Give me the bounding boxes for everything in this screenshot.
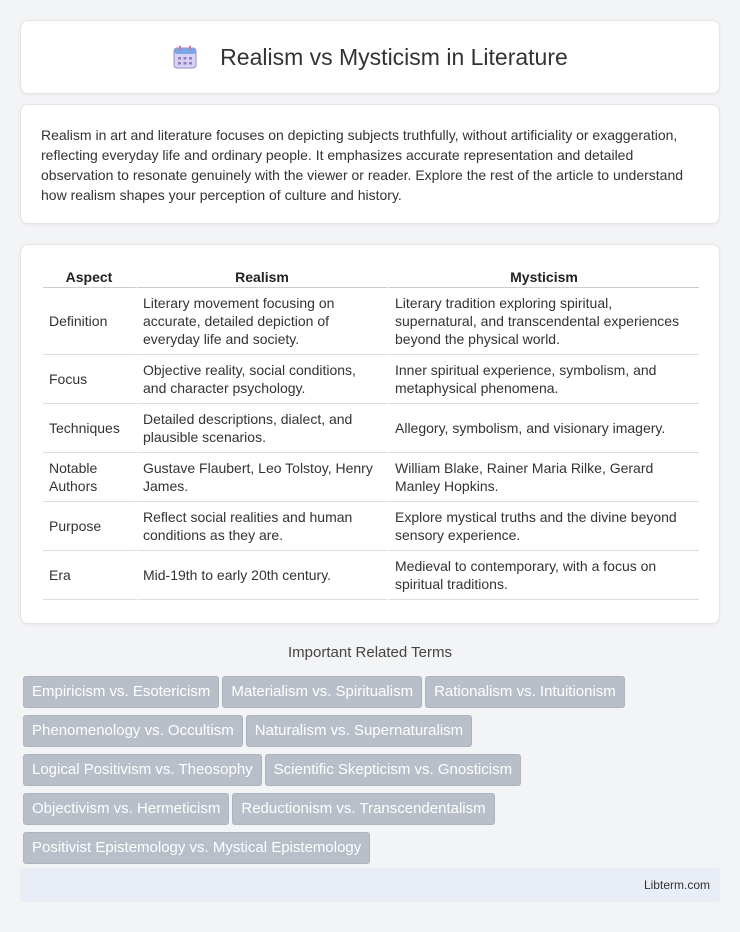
cell-realism: Literary movement focusing on accurate, detailed depiction of everyday life and society. [137,288,389,355]
related-terms-title: Important Related Terms [288,644,452,661]
cell-mysticism: William Blake, Rainer Maria Rilke, Gerard Manley Hopkins. [389,453,699,502]
related-term-tag[interactable]: Objectivism vs. Hermeticism [23,793,229,825]
related-term-tag[interactable]: Rationalism vs. Intuitionism [425,676,625,708]
header-aspect: Aspect [43,265,137,288]
cell-mysticism: Literary tradition exploring spiritual, supernatural, and transcendental experiences beyond the physical world. [389,288,699,355]
cell-mysticism: Inner spiritual experience, symbolism, and metaphysical phenomena. [389,355,699,404]
footer-site-link[interactable]: Libterm.com [643,878,710,892]
table-row [43,404,699,453]
table-header-row [43,265,699,288]
related-term-tag[interactable]: Reductionism vs. Transcendentalism [232,793,494,825]
cell-realism: Detailed descriptions, dialect, and plausible scenarios. [137,404,389,453]
cell-realism: Mid-19th to early 20th century. [137,551,389,600]
related-term-tag[interactable]: Positivist Epistemology vs. Mystical Epistemology [23,832,370,864]
page-title: Realism vs Mysticism in Literature [220,43,568,70]
table-row [43,502,699,551]
related-term-tag[interactable]: Empiricism vs. Esotericism [23,676,219,708]
related-term-tag[interactable]: Materialism vs. Spiritualism [222,676,422,708]
cell-aspect: Era [43,551,137,600]
cell-aspect: Purpose [43,502,137,551]
cell-aspect: Notable Authors [43,453,137,502]
related-terms-list [23,676,723,871]
header-card [20,20,720,94]
calendar-icon [172,44,198,70]
table-row [43,453,699,502]
related-term-tag[interactable]: Naturalism vs. Supernaturalism [246,715,472,747]
cell-mysticism: Explore mystical truths and the divine beyond sensory experience. [389,502,699,551]
cell-realism: Reflect social realities and human conditions as they are. [137,502,389,551]
header-realism: Realism [137,265,389,288]
cell-realism: Gustave Flaubert, Leo Tolstoy, Henry James. [137,453,389,502]
intro-card [20,104,720,224]
intro-text: Realism in art and literature focuses on depicting subjects truthfully, without artificiality or exaggeration, reflecting everyday life and ordinary people. It emphasizes accurate representation and detailed observation to resonate genuinely with the viewer or reader. Explore the rest of the article to understand how realism shapes your perception of culture and history. [41,127,684,203]
related-term-tag[interactable]: Phenomenology vs. Occultism [23,715,243,747]
cell-aspect: Techniques [43,404,137,453]
cell-mysticism: Allegory, symbolism, and visionary imagery. [389,404,699,453]
footer [20,868,720,902]
cell-mysticism: Medieval to contemporary, with a focus on spiritual traditions. [389,551,699,600]
cell-aspect: Definition [43,288,137,355]
related-term-tag[interactable]: Logical Positivism vs. Theosophy [23,754,262,786]
table-row [43,551,699,600]
header-mysticism: Mysticism [389,265,699,288]
cell-realism: Objective reality, social conditions, and character psychology. [137,355,389,404]
table-row [43,288,699,355]
comparison-table-card [20,244,720,624]
table-row [43,355,699,404]
comparison-table [43,265,699,600]
related-term-tag[interactable]: Scientific Skepticism vs. Gnosticism [265,754,521,786]
cell-aspect: Focus [43,355,137,404]
